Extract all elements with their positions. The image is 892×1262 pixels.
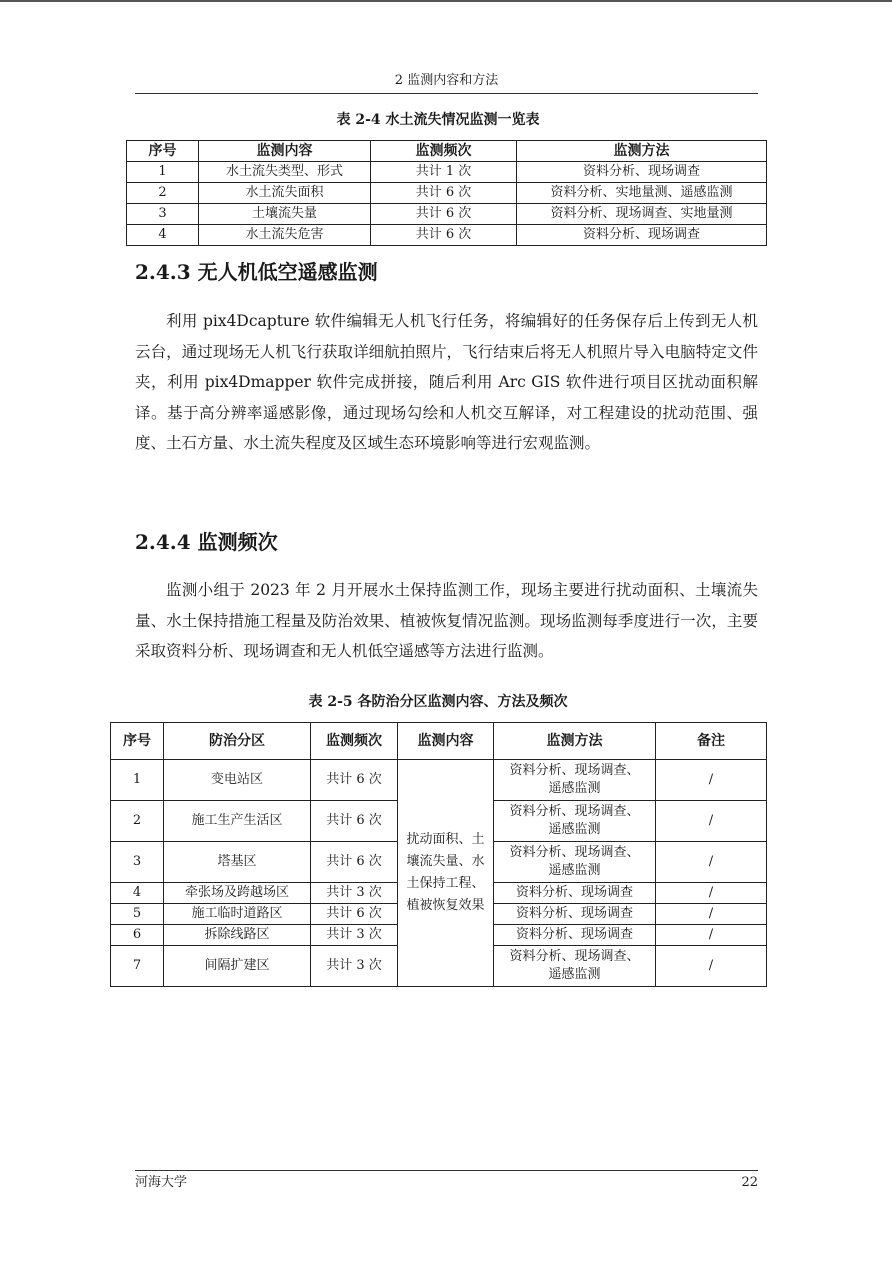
footer-rule [135, 1170, 758, 1171]
table-cell: 资料分析、现场调查 [494, 925, 656, 946]
table-cell: 间隔扩建区 [164, 946, 311, 987]
method-line: 遥感监测 [548, 863, 601, 878]
table-cell: / [656, 904, 767, 925]
table-cell: 3 [127, 204, 199, 225]
section-heading-2-4-4: 2.4.4 监测频次 [135, 530, 278, 554]
table-2-5-caption: 表 2-5 各防治分区监测内容、方法及频次 [308, 694, 568, 710]
column-header: 序号 [111, 723, 164, 760]
column-header: 监测内容 [398, 723, 494, 760]
table-cell: 2 [111, 801, 164, 842]
table-cell: / [656, 925, 767, 946]
table-cell: 资料分析、现场调查 [494, 883, 656, 904]
method-line: 遥感监测 [548, 967, 601, 982]
table-cell: 6 [111, 925, 164, 946]
table-cell: 2 [127, 183, 199, 204]
table-cell: / [656, 946, 767, 987]
table-cell: / [656, 801, 767, 842]
column-header: 备注 [656, 723, 767, 760]
table-cell: 资料分析、现场调查 [517, 162, 767, 183]
table-cell: 共计 3 次 [311, 946, 398, 987]
table-cell [494, 760, 656, 801]
table-cell: 共计 6 次 [311, 760, 398, 801]
table-cell: 资料分析、现场调查、实地量测 [517, 204, 767, 225]
table-cell: 共计 6 次 [311, 842, 398, 883]
table-cell: 变电站区 [164, 760, 311, 801]
running-header: 2 监测内容和方法 [394, 73, 499, 88]
shared-monitoring-content-cell: 扰动面积、土壤流失量、水土保持工程、植被恢复效果 [398, 760, 494, 987]
section-heading-2-4-3: 2.4.3 无人机低空遥感监测 [135, 260, 378, 284]
table-2-5 [110, 722, 767, 987]
table-cell: 共计 6 次 [371, 204, 517, 225]
section-2-4-3-paragraph: 利用 pix4Dcapture 软件编辑无人机飞行任务，将编辑好的任务保存后上传到无人机云台，通过现场无人机飞行获取详细航拍照片，飞行结束后将无人机照片导入电脑特定文件夹，利用 pix4Dmapper 软件完成拼接，随后利用 Arc GIS 软件进行项目区扰动面积解译。基于高分辨率遥感影像，通过现场勾绘和人机交互解译，对工程建设的扰动范围、强度、土石方量、水土流失程度及区域生态环境影响等进行宏观监测。 [135, 312, 758, 452]
page-number: 22 [741, 1175, 758, 1190]
table-cell: 1 [111, 760, 164, 801]
table-cell: 水土流失危害 [199, 225, 371, 246]
column-header: 监测内容 [199, 141, 371, 162]
header-rule [135, 93, 758, 94]
page-top-edge [0, 0, 892, 2]
section-2-4-4-paragraph: 监测小组于 2023 年 2 月开展水土保持监测工作，现场主要进行扰动面积、土壤流失量、水土保持措施工程量及防治效果、植被恢复情况监测。现场监测每季度进行一次，主要采取资料分析、现场调查和无人机低空遥感等方法进行监测。 [135, 581, 758, 660]
table-cell [494, 946, 656, 987]
table-cell [494, 842, 656, 883]
table-row [127, 162, 767, 183]
method-line: 资料分析、现场调查、 [509, 845, 640, 860]
table-row [127, 204, 767, 225]
table-cell: 施工生产生活区 [164, 801, 311, 842]
table-cell: 3 [111, 842, 164, 883]
column-header: 防治分区 [164, 723, 311, 760]
table-cell: 4 [111, 883, 164, 904]
table-cell: 共计 1 次 [371, 162, 517, 183]
table-cell: 资料分析、现场调查 [494, 904, 656, 925]
table-cell: / [656, 760, 767, 801]
table-cell: / [656, 842, 767, 883]
table-cell: 7 [111, 946, 164, 987]
table-cell: 资料分析、现场调查 [517, 225, 767, 246]
table-header-row [127, 141, 767, 162]
table-cell: 拆除线路区 [164, 925, 311, 946]
table-2-4-caption: 表 2-4 水土流失情况监测一览表 [336, 112, 540, 128]
table-cell [494, 801, 656, 842]
table-cell: 共计 3 次 [311, 883, 398, 904]
table-cell: 水土流失面积 [199, 183, 371, 204]
table-cell: 牵张场及跨越场区 [164, 883, 311, 904]
table-cell: 土壤流失量 [199, 204, 371, 225]
table-cell: 共计 6 次 [311, 801, 398, 842]
method-line: 遥感监测 [548, 822, 601, 837]
table-cell: 水土流失类型、形式 [199, 162, 371, 183]
column-header: 序号 [127, 141, 199, 162]
table-cell: 5 [111, 904, 164, 925]
column-header: 监测方法 [494, 723, 656, 760]
table-cell: 共计 6 次 [371, 225, 517, 246]
table-row [127, 225, 767, 246]
table-cell: 4 [127, 225, 199, 246]
method-line: 资料分析、现场调查、 [509, 949, 640, 964]
table-cell: 共计 3 次 [311, 925, 398, 946]
table-cell: 共计 6 次 [311, 904, 398, 925]
column-header: 监测方法 [517, 141, 767, 162]
table-cell: / [656, 883, 767, 904]
table-cell: 塔基区 [164, 842, 311, 883]
table-cell: 资料分析、实地量测、遥感监测 [517, 183, 767, 204]
table-cell: 共计 6 次 [371, 183, 517, 204]
column-header: 监测频次 [371, 141, 517, 162]
column-header: 监测频次 [311, 723, 398, 760]
method-line: 资料分析、现场调查、 [509, 763, 640, 778]
table-row [127, 183, 767, 204]
table-2-4 [126, 140, 767, 246]
footer-institution: 河海大学 [135, 1175, 188, 1190]
table-row [111, 760, 767, 801]
table-cell: 1 [127, 162, 199, 183]
table-header-row [111, 723, 767, 760]
method-line: 资料分析、现场调查、 [509, 804, 640, 819]
method-line: 遥感监测 [548, 781, 601, 796]
table-cell: 施工临时道路区 [164, 904, 311, 925]
